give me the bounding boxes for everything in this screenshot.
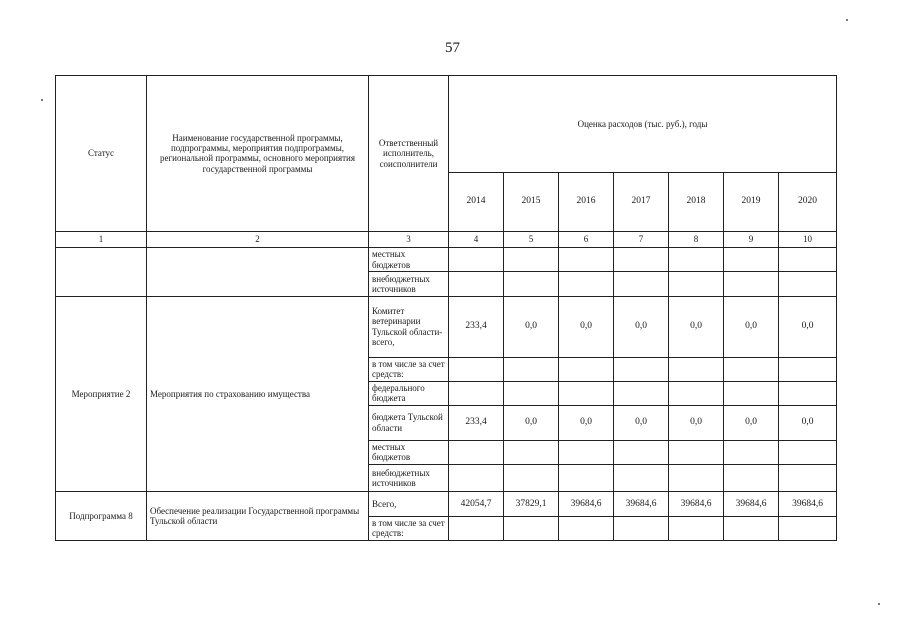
value-cell	[779, 272, 837, 296]
value-cell	[449, 248, 504, 272]
value-cell	[669, 381, 724, 405]
column-number: 3	[369, 231, 449, 247]
value-cell	[504, 464, 559, 492]
value-cell: 42054,7	[449, 492, 504, 516]
value-cell: 0,0	[724, 296, 779, 357]
value-cell	[559, 381, 614, 405]
year-cell: 2019	[724, 172, 779, 231]
column-number: 1	[56, 231, 147, 247]
value-cell	[559, 357, 614, 381]
value-cell: 0,0	[559, 405, 614, 440]
value-cell: 37829,1	[504, 492, 559, 516]
column-number: 10	[779, 231, 837, 247]
continuation-name-cell	[147, 248, 369, 296]
value-cell	[504, 272, 559, 296]
value-cell: 39684,6	[614, 492, 669, 516]
value-cell: 39684,6	[669, 492, 724, 516]
value-cell	[779, 248, 837, 272]
value-cell	[779, 440, 837, 464]
value-cell	[559, 464, 614, 492]
source-cell: местных бюджетов	[369, 248, 449, 272]
year-cell: 2020	[779, 172, 837, 231]
value-cell	[559, 272, 614, 296]
value-cell	[504, 440, 559, 464]
source-cell: федерального бюджета	[369, 381, 449, 405]
value-cell: 0,0	[614, 405, 669, 440]
subprogram8-status: Подпрограмма 8	[56, 492, 147, 541]
column-number: 7	[614, 231, 669, 247]
header-status: Статус	[56, 76, 147, 232]
measure2-name: Мероприятия по страхованию имущества	[147, 296, 369, 492]
value-cell: 0,0	[504, 405, 559, 440]
value-cell	[449, 440, 504, 464]
value-cell: 0,0	[669, 296, 724, 357]
header-row	[56, 76, 837, 173]
header-estimate: Оценка расходов (тыс. руб.), годы	[449, 76, 837, 173]
value-cell	[669, 440, 724, 464]
scan-speck	[846, 19, 848, 21]
value-cell: 233,4	[449, 405, 504, 440]
value-cell	[669, 248, 724, 272]
page-number: 57	[445, 40, 460, 56]
value-cell	[614, 464, 669, 492]
column-number: 4	[449, 231, 504, 247]
table-row	[56, 492, 837, 516]
value-cell	[669, 464, 724, 492]
value-cell: 0,0	[559, 296, 614, 357]
year-cell: 2015	[504, 172, 559, 231]
value-cell	[449, 516, 504, 540]
value-cell	[669, 272, 724, 296]
source-cell: внебюджетных источников	[369, 272, 449, 296]
value-cell: 0,0	[779, 296, 837, 357]
value-cell	[669, 357, 724, 381]
value-cell	[779, 464, 837, 492]
value-cell	[724, 381, 779, 405]
column-number: 9	[724, 231, 779, 247]
value-cell	[724, 440, 779, 464]
value-cell	[724, 464, 779, 492]
value-cell	[559, 248, 614, 272]
value-cell	[504, 516, 559, 540]
scan-speck	[41, 99, 43, 101]
year-cell: 2017	[614, 172, 669, 231]
value-cell	[779, 381, 837, 405]
value-cell	[614, 381, 669, 405]
value-cell	[724, 272, 779, 296]
source-cell: в том числе за счет средств:	[369, 357, 449, 381]
value-cell	[559, 440, 614, 464]
source-cell: внебюджетных источников	[369, 464, 449, 492]
year-cell: 2018	[669, 172, 724, 231]
table-row	[56, 248, 837, 272]
value-cell	[724, 357, 779, 381]
value-cell	[504, 248, 559, 272]
value-cell	[504, 357, 559, 381]
value-cell: 233,4	[449, 296, 504, 357]
source-cell: бюджета Тульской области	[369, 405, 449, 440]
source-cell: в том числе за счет средств:	[369, 516, 449, 540]
column-number: 5	[504, 231, 559, 247]
year-cell: 2016	[559, 172, 614, 231]
header-program-name: Наименование государственной программы, подпрограммы, мероприятия подпрограммы, региональной программы, основного мероприятия государственной программы	[147, 76, 369, 232]
value-cell: 0,0	[779, 405, 837, 440]
header-executor: Ответственный исполнитель, соисполнители	[369, 76, 449, 232]
subprogram8-name: Обеспечение реализации Государственной программы Тульской области	[147, 492, 369, 541]
column-number: 8	[669, 231, 724, 247]
value-cell: 0,0	[724, 405, 779, 440]
value-cell: 0,0	[504, 296, 559, 357]
value-cell: 39684,6	[559, 492, 614, 516]
value-cell	[449, 272, 504, 296]
table-row	[56, 296, 837, 357]
value-cell	[614, 440, 669, 464]
value-cell	[779, 516, 837, 540]
value-cell	[614, 272, 669, 296]
value-cell: 0,0	[669, 405, 724, 440]
continuation-status-cell	[56, 248, 147, 296]
value-cell: 39684,6	[779, 492, 837, 516]
column-number: 2	[147, 231, 369, 247]
value-cell	[614, 357, 669, 381]
value-cell	[779, 357, 837, 381]
value-cell	[724, 248, 779, 272]
column-number: 6	[559, 231, 614, 247]
source-cell: Всего,	[369, 492, 449, 516]
budget-table	[55, 75, 837, 541]
value-cell	[724, 516, 779, 540]
year-cell: 2014	[449, 172, 504, 231]
value-cell	[449, 464, 504, 492]
value-cell	[504, 381, 559, 405]
value-cell: 0,0	[614, 296, 669, 357]
scan-speck	[878, 603, 880, 605]
source-cell: местных бюджетов	[369, 440, 449, 464]
value-cell	[614, 516, 669, 540]
measure2-status: Мероприятие 2	[56, 296, 147, 492]
value-cell: 39684,6	[724, 492, 779, 516]
value-cell	[449, 357, 504, 381]
value-cell	[669, 516, 724, 540]
column-numbers-row	[56, 231, 837, 247]
value-cell	[614, 248, 669, 272]
source-cell: Комитет ветеринарии Тульской области- всего,	[369, 296, 449, 357]
value-cell	[559, 516, 614, 540]
value-cell	[449, 381, 504, 405]
